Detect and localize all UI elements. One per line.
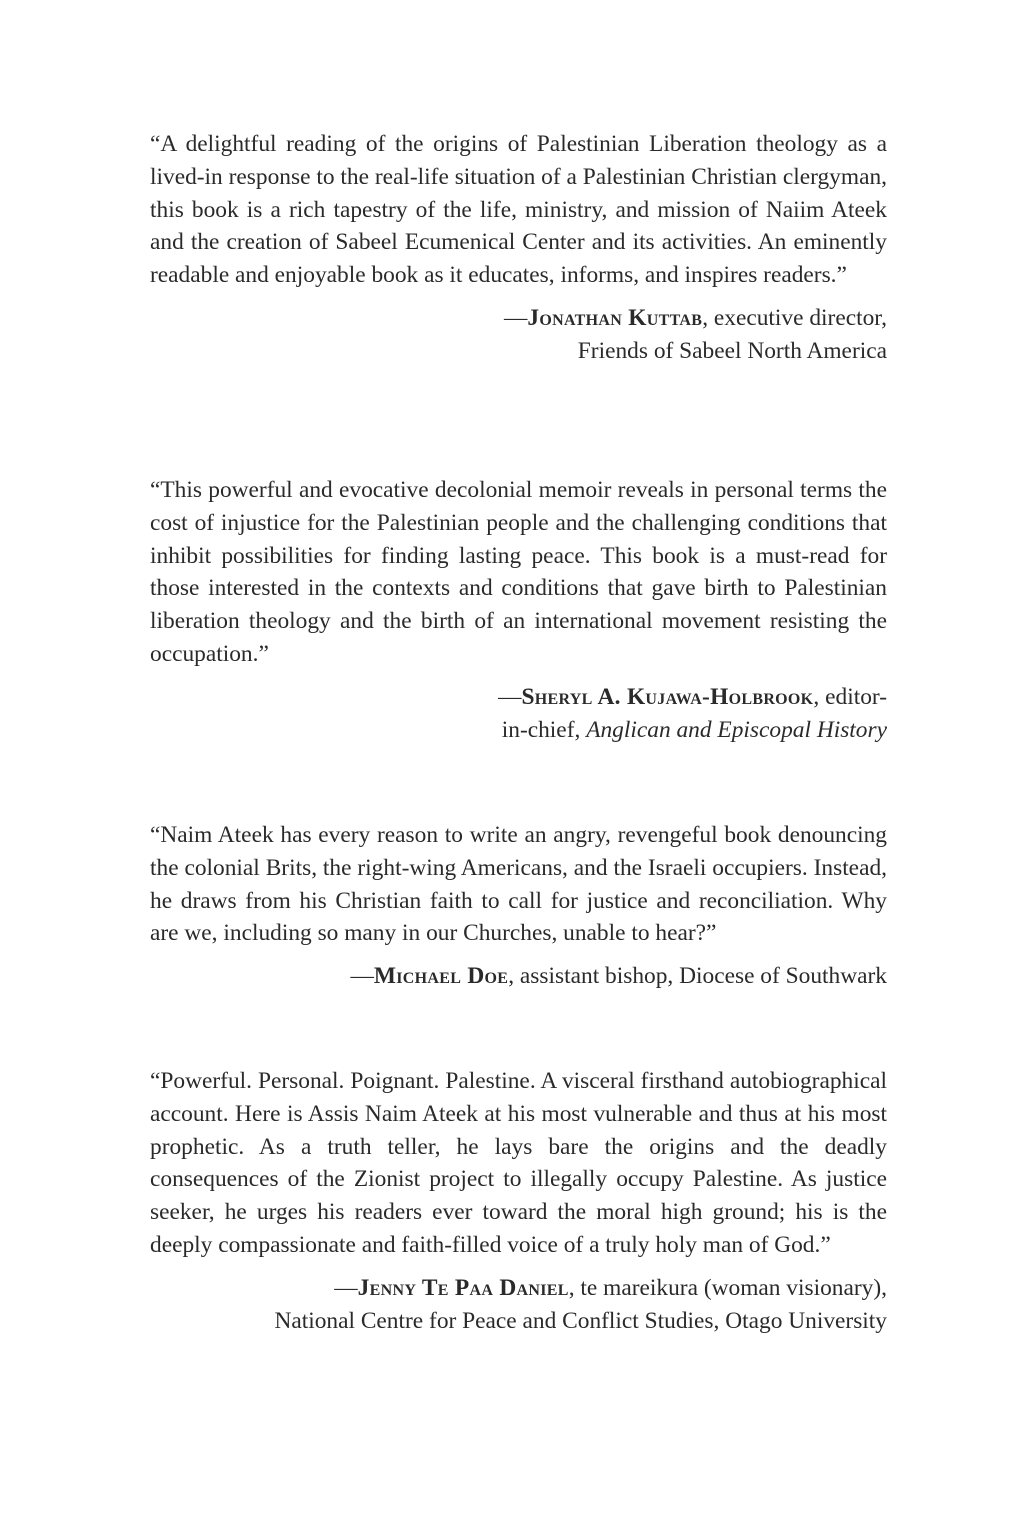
attribution-line (150, 1272, 887, 1305)
endorsement-attribution (150, 302, 887, 368)
attribution-line-2: Friends of Sabeel North America (577, 337, 887, 364)
endorsement-quote: “Powerful. Personal. Poignant. Palestine. A visceral firsthand autobiographical account. Here is Assis Naim Ateek at his most vulnerable and thus at his most prophetic. As a truth teller, he lays bare the origins and the deadly consequences of the Zionist project to illegally occupy Palestine. As justice seeker, he urges his readers ever toward the moral high ground; his is the deeply compassionate and faith-filled voice of a truly holy man of God.” (150, 1068, 887, 1258)
attribution-line-2: National Centre for Peace and Conflict Studies, Otago University (274, 1307, 887, 1334)
endorser-role: , assistant bishop, Diocese of Southwark (508, 963, 887, 990)
attribution-dash: — (334, 1274, 358, 1301)
endorsements-page (150, 128, 887, 1337)
endorsement-doe (150, 819, 887, 1065)
endorsement-attribution (150, 1272, 887, 1338)
endorser-role: , editor- (813, 683, 887, 710)
endorsement-kujawa-holbrook (150, 474, 887, 819)
endorser-name: Sheryl A. Kujawa-Holbrook (521, 683, 814, 710)
attribution-dash: — (498, 683, 522, 710)
attribution-dash: — (504, 304, 528, 331)
attribution-line (150, 681, 887, 714)
endorser-name: Michael Doe (373, 963, 509, 990)
endorsement-attribution (150, 681, 887, 747)
endorsement-quote: “A delightful reading of the origins of Palestinian Liberation theology as a lived-in response to the real-life situation of a Palestinian Christian clergyman, this book is a rich tapestry of the life, ministry, and mission of Naiim Ateek and the creation of Sabeel Ecumenical Center and its activities. An eminently readable and enjoyable book as it educates, informs, and inspires readers.” (150, 131, 887, 289)
endorser-role-prefix: in-chief, (501, 716, 587, 743)
attribution-dash: — (350, 963, 374, 990)
endorser-name: Jenny Te Paa Daniel (357, 1274, 569, 1301)
endorsement-attribution (150, 960, 887, 993)
publication-title: Anglican and Episcopal History (586, 716, 887, 743)
endorsement-te-paa-daniel (150, 1065, 887, 1337)
attribution-line-2 (150, 714, 887, 747)
endorsement-kuttab (150, 128, 887, 474)
endorser-role: , executive director, (702, 304, 887, 331)
endorser-name: Jonathan Kuttab (527, 304, 703, 331)
endorsement-quote: “Naim Ateek has every reason to write an angry, revengeful book denouncing the colonial Brits, the right-wing Americans, and the Israeli occupiers. Instead, he draws from his Christian faith to call for justice and reconciliation. Why are we, including so many in our Churches, unable to hear?” (150, 822, 887, 947)
attribution-line (150, 960, 887, 993)
endorsement-quote: “This powerful and evocative decolonial memoir reveals in personal terms the cost of injustice for the Palestinian people and the challenging conditions that inhibit possibilities for finding lasting peace. This book is a must-read for those interested in the contexts and conditions that gave birth to Palestinian liberation theology and the birth of an international movement resisting the occupation.” (150, 477, 887, 667)
attribution-line (150, 302, 887, 335)
endorser-role: , te mareikura (woman visionary), (568, 1274, 887, 1301)
